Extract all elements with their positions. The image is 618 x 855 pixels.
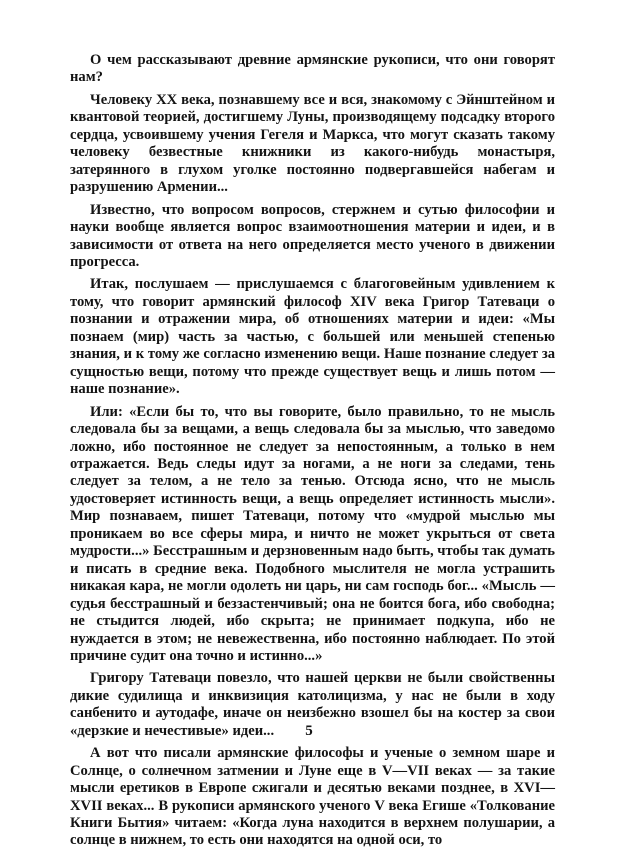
paragraph-6: Григору Татеваци повезло, что нашей церкви не были свойственны дикие судилища и инквизиция католицизма, у нас не были в ходу санбенито и аутодафе, иначе он неизбежно взошел бы на костер за свои «дерзкие и нечестивые» идеи... bbox=[70, 670, 555, 739]
paragraph-1: О чем рассказывают древние армянские рукописи, что они говорят нам? bbox=[70, 52, 555, 86]
paragraph-3: Известно, что вопросом вопросов, стержнем и сутью философии и науки вообще является вопрос взаимоотношения материи и идеи, и в зависимости от ответа на него определяется место ученого в движении прогресса. bbox=[70, 201, 555, 270]
paragraph-5: Или: «Если бы то, что вы говорите, было правильно, то не мысль следовала бы за вещами, а вещь следовала бы за мыслью, что заведомо ложно, ибо постоянное не следует за непостоянным, а только в нем отражается. Ведь следы идут за ногами, а не ноги за следами, тень следует за телом, а не тело за тенью. Отсюда ясно, что не мысль удостоверяет истинность вещи, а вещь определяет истинность мысли». Мир познаваем, пишет Татеваци, потому что «мудрой мыслью мы проникаем во все сферы мира, и ничто не может укрыться от света мудрости...» Бесстрашным и дерзновенным надо быть, чтобы так думать и писать в средние века. Подобного мыслителя не могла устрашить никакая кара, не могли одолеть ни царь, ни сам господь бог... «Мысль — судья бесстрашный и беззастенчивый; она не боится бога, ибо свободна; не стыдится людей, ибо скрыта; не принимает подкупа, ибо не нуждается в этом; не невежественна, ибо постоянно наблюдает. По этой причине судит она точно и истинно...» bbox=[70, 403, 555, 664]
paragraph-4: Итак, послушаем — прислушаемся с благоговейным удивлением к тому, что говорит армянский философ XIV века Григор Татеваци о познании и отражении мира, об отношениях материи и идеи: «Мы познаем (мир) часть за частью, с большей или меньшей степенью знания, и к тому же согласно изменению вещи. Наше познание следует за сущностью вещи, потому что прежде существует вещь и лишь потом — наше познание». bbox=[70, 276, 555, 398]
page-number: 5 bbox=[305, 723, 313, 739]
paragraph-7: А вот что писали армянские философы и ученые о земном шаре и Солнце, о солнечном затмении и Луне еще в V—VII веках — за такие мысли еретиков в Европе сжигали и десятью веками позднее, в XVI—XVII веках... В рукописи армянского ученого V века Егише «Толкование Книги Бытия» читаем: «Когда луна находится в верхнем полушарии, а солнце в нижнем, то есть они находятся на одной оси, то bbox=[70, 745, 555, 849]
paragraph-2: Человеку XX века, познавшему все и вся, знакомому с Эйнштейном и квантовой теорией, достигшему Луны, производящему подсадку второго сердца, усвоившему учения Гегеля и Маркса, что могут сказать такому человеку безвестные книжники из какого-нибудь монастыря, затерянного в глухом уголке постоянно подвергавшейся набегам и разрушению Армении... bbox=[70, 91, 555, 196]
